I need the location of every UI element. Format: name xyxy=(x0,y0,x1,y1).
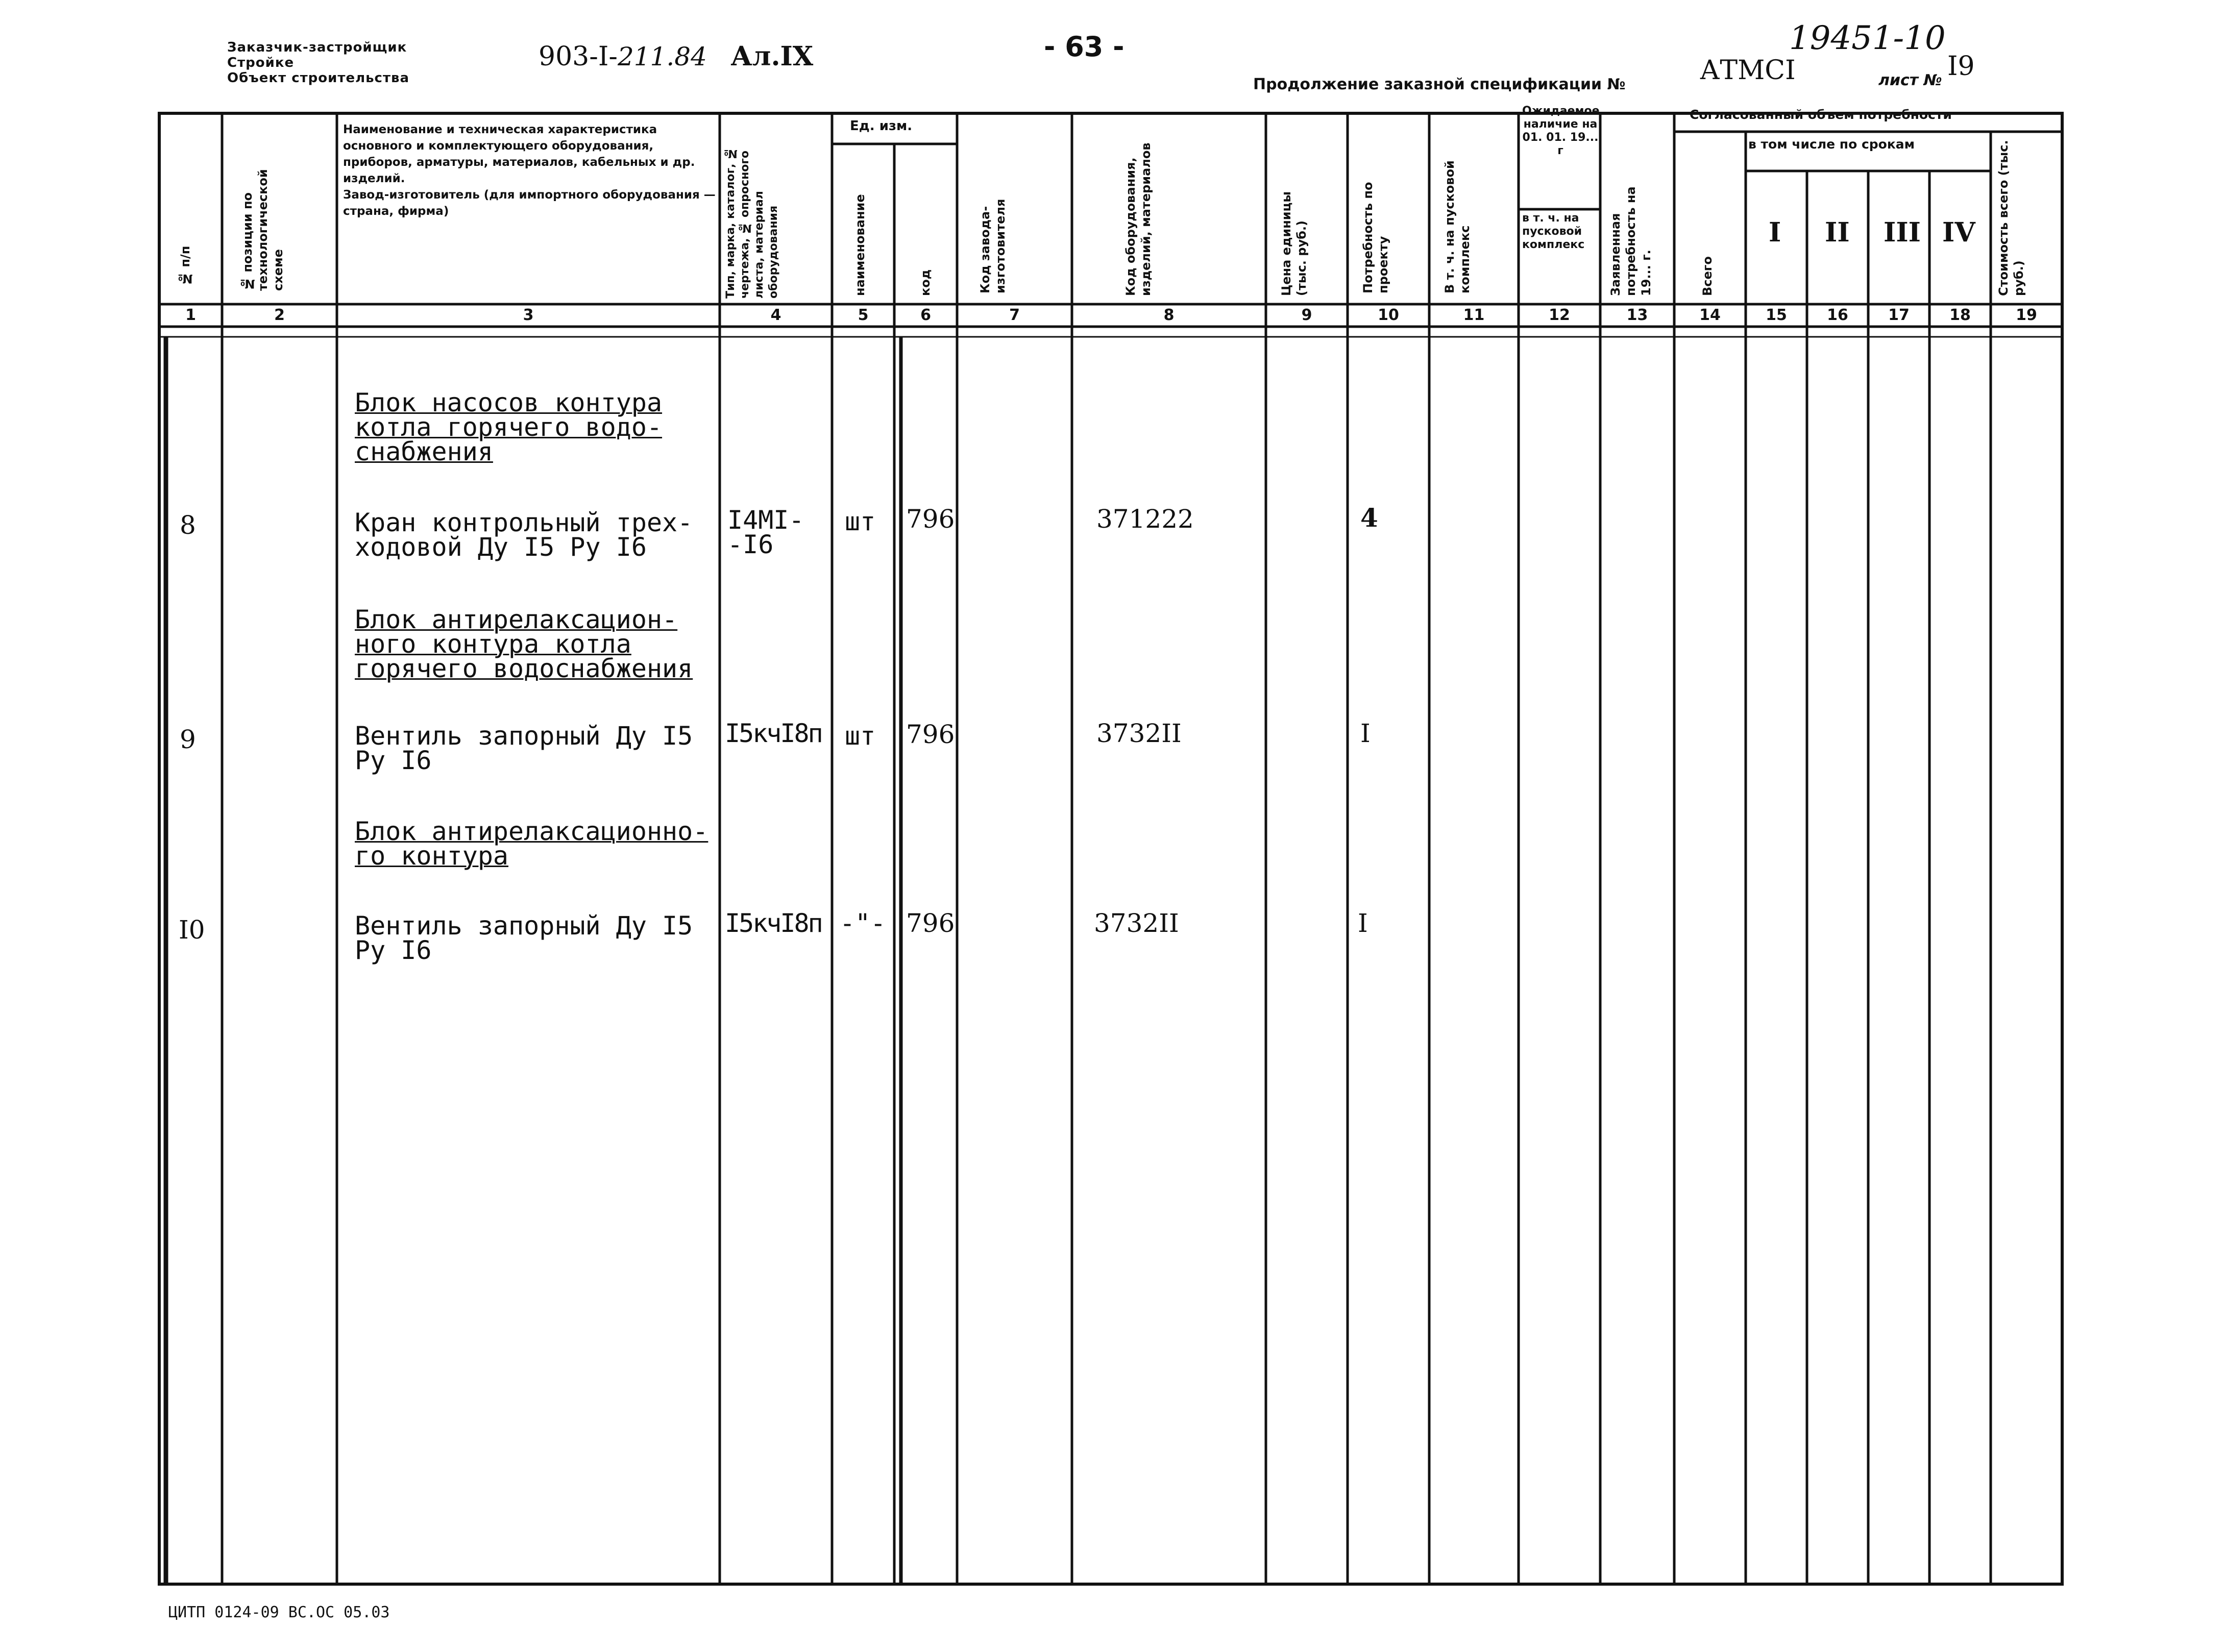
col-number-6: 6 xyxy=(920,306,931,324)
header-col2: № позиции по технологической схеме xyxy=(240,169,285,291)
sheet-label: лист № xyxy=(1878,71,1942,89)
unit-name: шт xyxy=(845,721,876,751)
object-label: Объект строительства xyxy=(227,70,410,86)
header-col12-bottom: в т. ч. на пусковой комплекс xyxy=(1522,212,1585,251)
equipment-code: 3732II xyxy=(1094,908,1179,938)
header-col9: Цена единицы (тыс. руб.) xyxy=(1279,191,1309,296)
handwritten-number: 19451-10 xyxy=(1789,19,1946,57)
header-col6: код xyxy=(918,269,933,296)
header-col3: Наименование и техническая характеристика основного и комплектующего оборудования, приборов, арматуры, материалов, кабельных и др. изделий. Завод-изготовитель (для импортного оборудования — страна, фирма) xyxy=(343,123,716,218)
customer-label: Заказчик-застройщик xyxy=(227,40,407,55)
header-col5: наименование xyxy=(853,194,867,296)
need-quantity: 4 xyxy=(1360,503,1378,533)
col-number-7: 7 xyxy=(1009,306,1020,324)
unit-name: шт xyxy=(845,507,876,536)
col-number-18: 18 xyxy=(1949,306,1971,324)
header-col14: Всего xyxy=(1700,256,1715,296)
continuation-label: Продолжение заказной спецификации № xyxy=(1253,76,1626,93)
header-col10: Потребность по проекту xyxy=(1361,182,1390,293)
need-quantity: I xyxy=(1358,908,1368,938)
col-number-8: 8 xyxy=(1163,306,1175,324)
row-number: I0 xyxy=(179,915,205,945)
header-col1: № п/п xyxy=(178,245,192,286)
page-number: - 63 - xyxy=(1044,31,1124,63)
sheet-number: I9 xyxy=(1947,51,1975,82)
header-col4: Тип, марка, каталог, № чертежа, № опросного листа, материал оборудования xyxy=(724,146,780,299)
col-number-14: 14 xyxy=(1699,306,1721,324)
footer-code: ЦИТП 0124-09 ВС.ОС 05.03 xyxy=(168,1604,390,1621)
col-number-1: 1 xyxy=(185,306,196,324)
col-number-15: 15 xyxy=(1766,306,1787,324)
col-number-13: 13 xyxy=(1626,306,1648,324)
need-quantity: I xyxy=(1360,719,1371,748)
col-number-3: 3 xyxy=(523,306,534,324)
col-number-9: 9 xyxy=(1301,306,1312,324)
col-number-17: 17 xyxy=(1888,306,1910,324)
unit-code: 796 xyxy=(906,504,955,534)
header-col11: В т. ч. на пусковой комплекс xyxy=(1442,160,1472,293)
section-title: Блок насосов контура котла горячего водо- снабжения xyxy=(355,388,663,466)
equipment-code: 371222 xyxy=(1096,504,1194,534)
unit-code: 796 xyxy=(906,908,955,938)
spec-code: АТМСI xyxy=(1700,55,1796,86)
header-q2: II xyxy=(1825,217,1850,248)
col-number-16: 16 xyxy=(1827,306,1848,324)
header-col13: Заявленная потребность на 19... г. xyxy=(1608,186,1653,296)
col-number-12: 12 xyxy=(1549,306,1570,324)
header-col19: Стоимость всего (тыс. руб.) xyxy=(1996,140,2026,296)
unit-code: 796 xyxy=(906,720,955,749)
item-type: I4МI- -I6 xyxy=(727,505,804,559)
header-unit-group: Ед. изм. xyxy=(850,118,913,134)
project-code-handwritten: 211.84 xyxy=(617,42,707,71)
col-number-2: 2 xyxy=(274,306,285,324)
album-label: Ал.IX xyxy=(730,41,814,72)
header-q3: III xyxy=(1884,217,1921,248)
unit-name: -"- xyxy=(840,908,886,938)
item-name: Вентиль запорный Ду I5 Ру I6 xyxy=(355,721,693,775)
item-name: Кран контрольный трех- ходовой Ду I5 Ру I6 xyxy=(355,508,693,562)
col-number-4: 4 xyxy=(770,306,781,324)
header-col12-top: Ожидаемое наличие на 01. 01. 19... г xyxy=(1522,105,1600,157)
item-type: I5кчI8п xyxy=(725,908,822,938)
project-code-printed: 903-I- xyxy=(539,41,618,72)
item-name: Вентиль запорный Ду I5 Ру I6 xyxy=(355,911,693,965)
col-number-19: 19 xyxy=(2016,306,2037,324)
header-q1: I xyxy=(1769,217,1781,248)
row-number: 9 xyxy=(180,725,196,754)
equipment-code: 3732II xyxy=(1096,719,1182,748)
site-label: Стройке xyxy=(227,55,295,70)
col-number-10: 10 xyxy=(1378,306,1399,324)
col-number-11: 11 xyxy=(1463,306,1485,324)
col-number-5: 5 xyxy=(858,306,869,324)
header-col7: Код завода-изготовителя xyxy=(978,199,1008,293)
section-title: Блок антирелаксацион- ного контура котла горячего водоснабжения xyxy=(355,605,693,683)
header-agreed: Согласованный объем потребности xyxy=(1690,107,1952,122)
section-title: Блок антирелаксационно- го контура xyxy=(355,817,708,871)
header-q4: IV xyxy=(1942,217,1975,248)
header-by-terms: в том числе по срокам xyxy=(1748,137,1915,152)
item-type: I5кчI8п xyxy=(725,719,822,748)
header-col8: Код оборудования, изделий, материалов xyxy=(1123,142,1153,296)
row-number: 8 xyxy=(180,510,196,540)
